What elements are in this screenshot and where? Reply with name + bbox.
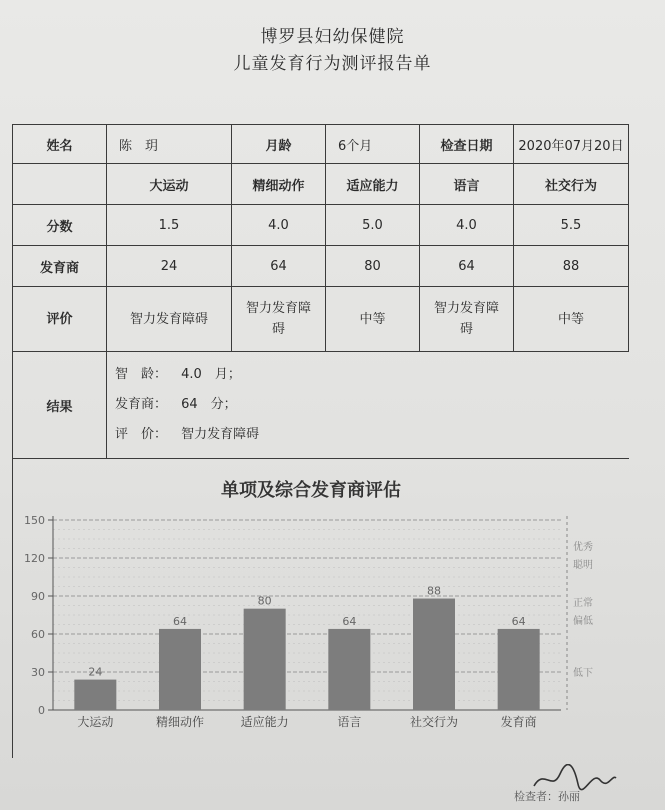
- dq-cell: 80: [326, 246, 420, 287]
- data-label: 64: [511, 614, 526, 628]
- dq-cell: 64: [420, 246, 514, 287]
- result-age: 智 龄： 4.0 月；: [115, 367, 241, 382]
- hospital-name: 博罗县妇幼保健院: [260, 27, 405, 47]
- x-tick-label: 发育商: [500, 715, 537, 729]
- y-tick-label: 90: [31, 590, 45, 603]
- band-label: 优秀: [573, 542, 593, 553]
- result-content: [107, 352, 629, 459]
- result-row: [13, 352, 629, 459]
- score-label: 分数: [13, 205, 107, 246]
- domain-header: 社交行为: [514, 164, 629, 205]
- checker-signature: 检查者：孙丽: [514, 790, 580, 803]
- score-cell: 5.0: [326, 205, 420, 246]
- data-label: 88: [427, 584, 441, 598]
- domain-header: 语言: [420, 164, 514, 205]
- band-label: 聪明: [573, 560, 593, 571]
- domain-header: 大运动: [107, 164, 232, 205]
- assessment-table: [12, 124, 629, 459]
- y-tick-label: 120: [24, 552, 45, 565]
- x-tick-label: 适应能力: [240, 715, 289, 729]
- bar: [74, 680, 116, 710]
- dq-cell: 64: [232, 246, 326, 287]
- x-tick-label: 语言: [337, 715, 362, 729]
- eval-cell: 智力发育障碍: [232, 287, 326, 352]
- score-cell: 1.5: [107, 205, 232, 246]
- date-label: 检查日期: [420, 125, 514, 164]
- dq-label: 发育商: [13, 246, 107, 287]
- y-tick-label: 0: [38, 704, 45, 717]
- age-label: 月龄: [232, 125, 326, 164]
- dq-cell: 88: [514, 246, 629, 287]
- y-tick-label: 30: [31, 666, 45, 679]
- eval-cell: 中等: [326, 287, 420, 352]
- data-label: 24: [88, 665, 103, 679]
- band-label: 低下: [573, 668, 593, 679]
- domain-header: 精细动作: [232, 164, 326, 205]
- chart-canvas: [13, 458, 609, 758]
- bar: [413, 599, 455, 710]
- name-label: 姓名: [13, 125, 107, 164]
- eval-cell: 中等: [514, 287, 629, 352]
- eval-label: 评价: [13, 287, 107, 352]
- chart-title: 单项及综合发育商评估: [221, 480, 401, 501]
- score-cell: 4.0: [420, 205, 514, 246]
- dq-row: [13, 246, 629, 287]
- y-tick-label: 150: [24, 514, 45, 527]
- band-label: 正常: [573, 598, 593, 609]
- report-title: 儿童发育行为测评报告单: [233, 54, 432, 74]
- eval-cell: 智力发育障碍: [107, 287, 232, 352]
- info-row: [13, 125, 629, 164]
- date-value: 2020年07月20日: [514, 125, 629, 164]
- x-tick-label: 大运动: [77, 715, 114, 729]
- x-tick-label: 社交行为: [409, 715, 459, 729]
- domain-header: 适应能力: [326, 164, 420, 205]
- data-label: 64: [173, 614, 187, 628]
- bar: [498, 629, 540, 710]
- result-dq: 发育商： 64 分；: [115, 397, 237, 412]
- y-tick-label: 60: [31, 628, 45, 641]
- bar: [159, 629, 201, 710]
- dq-cell: 24: [107, 246, 232, 287]
- domain-header-row: [13, 164, 629, 205]
- name-value: 陈 玥: [107, 125, 232, 164]
- result-label: 结果: [13, 352, 107, 459]
- score-cell: 4.0: [232, 205, 326, 246]
- score-cell: 5.5: [514, 205, 629, 246]
- data-label: 80: [257, 594, 272, 608]
- x-tick-label: 精细动作: [155, 715, 205, 729]
- data-label: 64: [342, 614, 357, 628]
- score-row: [13, 205, 629, 246]
- bar: [328, 629, 370, 710]
- bar: [244, 609, 286, 710]
- age-value: 6个月: [326, 125, 420, 164]
- evaluation-row: [13, 287, 629, 352]
- eval-cell: 智力发育障碍: [420, 287, 514, 352]
- dq-chart: [12, 458, 609, 758]
- empty-cell: [13, 164, 107, 205]
- result-eval: 评 价： 智力发育障碍: [115, 427, 260, 442]
- band-label: 偏低: [573, 616, 593, 627]
